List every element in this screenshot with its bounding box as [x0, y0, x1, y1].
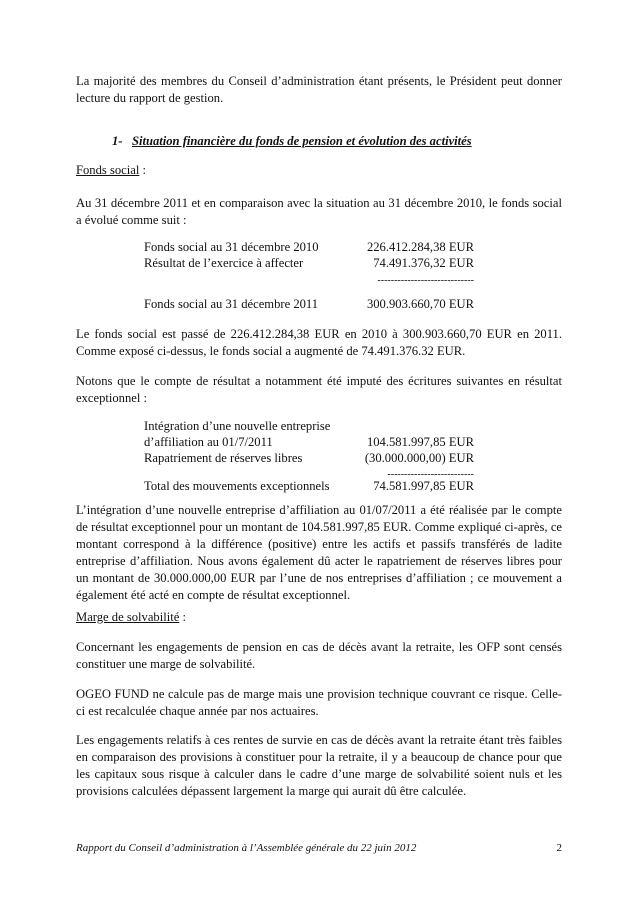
exceptionnel-table — [144, 418, 474, 498]
fonds-social-heading — [76, 162, 562, 179]
marge-suffix: : — [179, 610, 186, 624]
table-row-value: (30.000.000,00) EUR — [364, 451, 474, 465]
table-row-label: Résultat de l’exercice à affecter — [144, 256, 304, 270]
table-row-value: 226.412.284,38 EUR — [366, 240, 474, 254]
separator-dashes: -------------------------- — [387, 469, 474, 480]
fonds-social-suffix: : — [139, 163, 146, 177]
table-row-value: 74.491.376,32 EUR — [373, 256, 474, 270]
total-value: 300.903.660,70 EUR — [366, 297, 474, 311]
total-label: Total des mouvements exceptionnels — [144, 479, 330, 493]
intro-paragraph: La majorité des membres du Conseil d’administration étant présents, le Président peut donner lecture du rapport de gestion. — [76, 74, 562, 105]
marge-paragraph-1: Concernant les engagements de pension en cas de décès avant la retraite, les OFP sont censés constituer une marge de solvabilité. — [76, 640, 562, 671]
section-heading — [112, 134, 472, 149]
fonds-social-paragraph-2: Le fonds social est passé de 226.412.284,38 EUR en 2010 à 300.903.660,70 EUR en 2011. Comme exposé ci-dessus, le fonds social a augmenté de 74.491.376.32 EUR. — [76, 327, 562, 358]
section-title: Situation financière du fonds de pension et évolution des activités — [131, 134, 472, 148]
fonds-social-table — [144, 239, 474, 319]
table-row-label: Intégration d’une nouvelle entreprise — [144, 419, 331, 433]
fonds-social-paragraph-3: Notons que le compte de résultat a notamment été imputé des écritures suivantes en résultat exceptionnel : — [76, 374, 562, 405]
marge-paragraph-2: OGEO FUND ne calcule pas de marge mais une provision technique couvrant ce risque. Celle-ci est recalculée chaque année par nos actuaires. — [76, 687, 562, 718]
marge-paragraph-3: Les engagements relatifs à ces rentes de survie en cas de décès avant la retraite étant très faibles en comparaison des provisions à constituer pour la retraite, il y a beaucoup de chance pour que les capitaux sous risque à calculer dans le cadre d’une marge de solvabilité soient nuls et les provisions calculées dépassent largement la marge qui aurait dû être calculée. — [76, 733, 562, 798]
footer-text: Rapport du Conseil d’administration à l’Assemblée générale du 22 juin 2012 — [76, 842, 417, 854]
fonds-social-paragraph: Au 31 décembre 2011 et en comparaison avec la situation au 31 décembre 2010, le fonds social a évolué comme suit : — [76, 196, 562, 227]
marge-label: Marge de solvabilité — [76, 610, 180, 624]
section-number: 1- — [112, 134, 123, 148]
table-row-label: d’affiliation au 01/7/2011 — [144, 435, 273, 449]
fonds-social-label: Fonds social — [76, 163, 140, 177]
exceptionnel-paragraph: L’intégration d’une nouvelle entreprise d’affiliation au 01/07/2011 a été réalisée par le compte de résultat exceptionnel pour un montant de 104.581.997,85 EUR. Comme expliqué ci-après, ce montant correspond à la différence (positive) entre les actifs et passifs transférés de ladite entreprise d’affiliation. Nous avons également dû acter le rapatriement de réserves libres pour un montant de 30.000.000,00 EUR par l’une de nos entreprises d’affiliation ; ce mouvement a également été acté en compte de résultat exceptionnel. — [76, 503, 562, 602]
total-label: Fonds social au 31 décembre 2011 — [144, 297, 319, 311]
marge-heading — [76, 609, 562, 626]
page-number: 2 — [556, 842, 562, 854]
table-row-label: Fonds social au 31 décembre 2010 — [144, 240, 319, 254]
table-row-value: 104.581.997,85 EUR — [366, 435, 474, 449]
page-footer — [76, 842, 562, 854]
table-row-label: Rapatriement de réserves libres — [144, 451, 303, 465]
total-value: 74.581.997,85 EUR — [373, 479, 474, 493]
separator-dashes: ----------------------------- — [377, 275, 474, 286]
